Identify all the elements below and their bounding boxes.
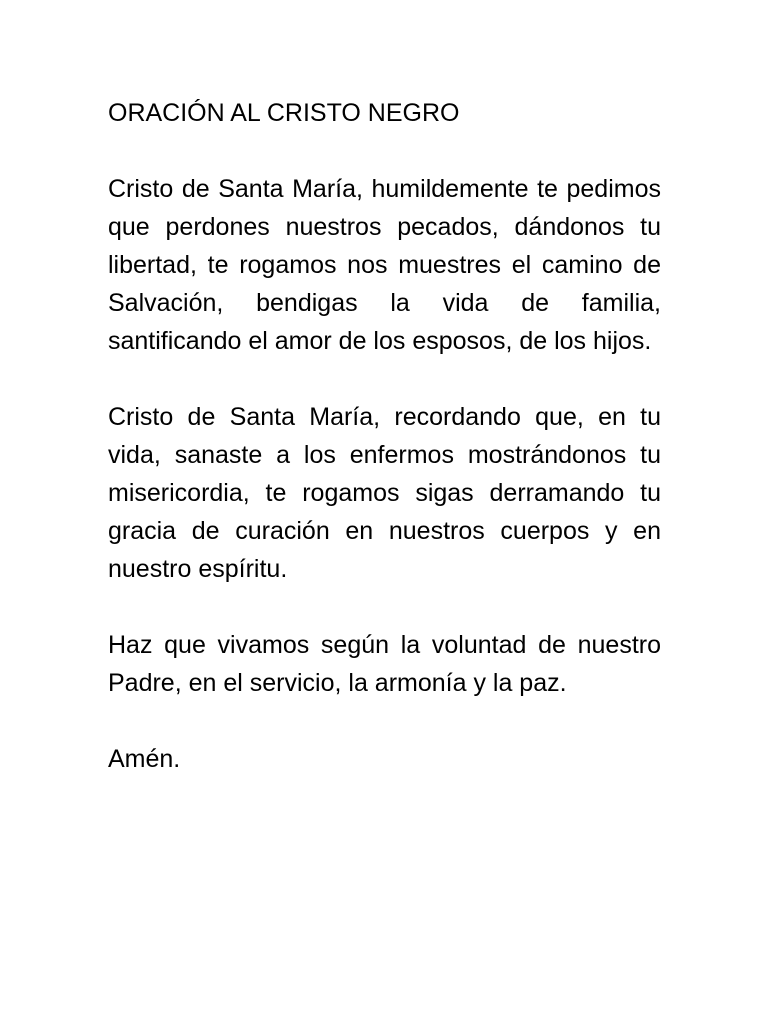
paragraph-3: Haz que vivamos según la voluntad de nuestro Padre, en el servicio, la armonía y la paz. xyxy=(108,631,661,697)
page-title: ORACIÓN AL CRISTO NEGRO xyxy=(108,99,460,127)
closing-line: Amén. xyxy=(108,745,181,773)
paragraph-1: Cristo de Santa María, humildemente te pedimos que perdones nuestros pecados, dándonos tu libertad, te rogamos nos muestres el camino de Salvación, bendigas la vida de familia, santificando el amor de los esposos, de los hijos. xyxy=(108,175,661,355)
document-body xyxy=(108,94,661,778)
paragraph-2: Cristo de Santa María, recordando que, en tu vida, sanaste a los enfermos mostrándonos tu misericordia, te rogamos sigas derramando tu gracia de curación en nuestros cuerpos y en nuestro espíritu. xyxy=(108,403,661,583)
